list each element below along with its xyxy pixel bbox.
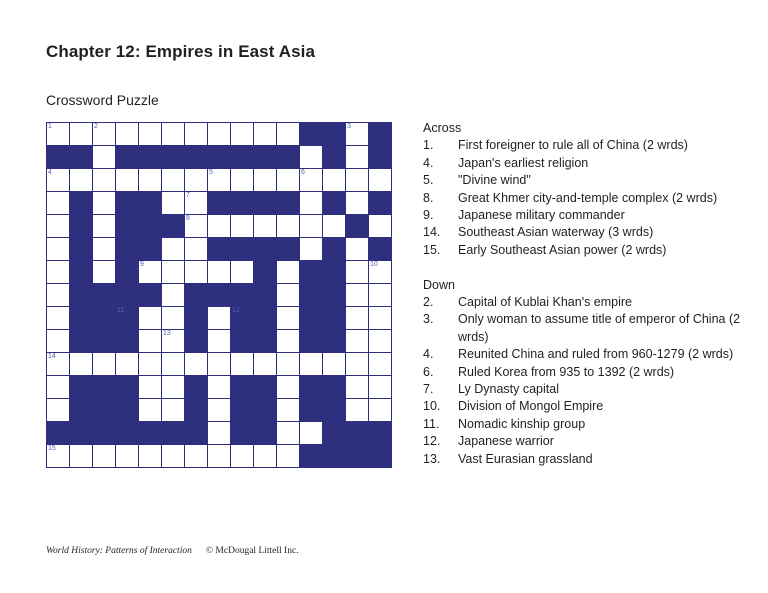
clue-number: 3 [347, 123, 351, 130]
grid-block-cell [254, 192, 277, 215]
grid-block-cell [47, 146, 70, 169]
grid-answer-cell[interactable] [346, 284, 369, 307]
clue-number: 1 [48, 123, 52, 130]
down-clue [423, 451, 753, 468]
clue-text: Capital of Kublai Khan's empire [458, 295, 633, 310]
grid-block-cell [116, 146, 139, 169]
grid-block-cell [231, 330, 254, 353]
across-heading: Across [423, 121, 462, 135]
grid-answer-cell[interactable] [277, 169, 300, 192]
grid-block-cell [231, 307, 254, 330]
grid-block-cell [231, 376, 254, 399]
grid-answer-cell[interactable] [231, 445, 254, 468]
grid-block-cell [116, 422, 139, 445]
down-clue-list [423, 294, 753, 468]
grid-answer-cell[interactable] [47, 376, 70, 399]
grid-block-cell [208, 238, 231, 261]
grid-block-cell [231, 399, 254, 422]
grid-answer-cell[interactable] [254, 353, 277, 376]
clue-number: 11 [117, 307, 125, 314]
grid-answer-cell[interactable] [208, 353, 231, 376]
grid-answer-cell[interactable] [277, 376, 300, 399]
grid-answer-cell[interactable] [277, 215, 300, 238]
grid-block-cell [93, 376, 116, 399]
grid-answer-cell[interactable] [346, 353, 369, 376]
grid-answer-cell[interactable] [277, 123, 300, 146]
grid-block-cell [70, 399, 93, 422]
grid-block-cell [139, 146, 162, 169]
grid-block-cell [162, 215, 185, 238]
grid-answer-cell[interactable] [47, 284, 70, 307]
grid-answer-cell[interactable] [185, 123, 208, 146]
grid-block-cell [208, 146, 231, 169]
grid-answer-cell[interactable] [116, 353, 139, 376]
grid-answer-cell[interactable] [346, 330, 369, 353]
grid-answer-cell[interactable] [139, 445, 162, 468]
clue-text: Ly Dynasty capital [458, 382, 559, 397]
grid-block-cell [369, 146, 392, 169]
clue-text: Ruled Korea from 935 to 1392 (2 wrds) [458, 364, 675, 379]
clue-number: 9 [140, 261, 144, 268]
grid-block-cell [70, 215, 93, 238]
grid-block-cell [93, 399, 116, 422]
grid-block-cell [139, 238, 162, 261]
grid-block-cell [254, 284, 277, 307]
grid-answer-cell[interactable] [116, 123, 139, 146]
grid-answer-cell[interactable] [93, 146, 116, 169]
grid-answer-cell[interactable] [93, 215, 116, 238]
grid-answer-cell[interactable] [254, 169, 277, 192]
grid-answer-cell[interactable] [116, 445, 139, 468]
clue-text: Southeast Asian waterway (3 wrds) [458, 225, 654, 240]
grid-answer-cell[interactable] [254, 215, 277, 238]
grid-answer-cell[interactable] [47, 445, 70, 468]
grid-answer-cell[interactable] [231, 123, 254, 146]
clue-number: 15 [48, 445, 56, 452]
grid-answer-cell[interactable] [346, 238, 369, 261]
grid-answer-cell[interactable] [208, 123, 231, 146]
grid-answer-cell[interactable] [323, 353, 346, 376]
grid-answer-cell[interactable] [162, 307, 185, 330]
grid-block-cell [277, 146, 300, 169]
clues-panel [423, 120, 753, 468]
grid-answer-cell[interactable] [208, 445, 231, 468]
grid-answer-cell[interactable] [208, 307, 231, 330]
grid-block-cell [208, 192, 231, 215]
clue-number-label: 1. [423, 138, 434, 153]
grid-block-cell [185, 376, 208, 399]
grid-answer-cell[interactable] [231, 353, 254, 376]
clue-number: 14 [48, 353, 56, 360]
grid-block-cell [323, 445, 346, 468]
grid-block-cell [47, 422, 70, 445]
grid-block-cell [93, 307, 116, 330]
crossword-grid [46, 122, 392, 468]
grid-block-cell [231, 146, 254, 169]
grid-answer-cell[interactable] [139, 353, 162, 376]
grid-answer-cell[interactable] [162, 169, 185, 192]
grid-block-cell [93, 330, 116, 353]
grid-answer-cell[interactable] [208, 422, 231, 445]
clue-number: 12 [232, 307, 240, 314]
grid-block-cell [70, 192, 93, 215]
grid-answer-cell[interactable] [231, 215, 254, 238]
footer-book-title: World History: Patterns of Interaction [46, 546, 192, 556]
across-clue [423, 137, 753, 154]
across-clue [423, 172, 753, 189]
grid-block-cell [300, 284, 323, 307]
grid-answer-cell[interactable] [346, 261, 369, 284]
grid-block-cell [70, 261, 93, 284]
grid-block-cell [93, 284, 116, 307]
grid-answer-cell[interactable] [47, 192, 70, 215]
down-clue [423, 294, 753, 311]
grid-answer-cell[interactable] [323, 169, 346, 192]
grid-block-cell [185, 330, 208, 353]
grid-block-cell [346, 422, 369, 445]
grid-block-cell [116, 238, 139, 261]
down-clue [423, 381, 753, 398]
grid-block-cell [185, 146, 208, 169]
clue-number-label: 15. [423, 242, 441, 257]
grid-answer-cell[interactable] [116, 169, 139, 192]
clue-number: 5 [209, 169, 213, 176]
grid-answer-cell[interactable] [139, 330, 162, 353]
clue-number-label: 11. [423, 416, 440, 431]
grid-answer-cell[interactable] [70, 353, 93, 376]
grid-answer-cell[interactable] [185, 353, 208, 376]
grid-answer-cell[interactable] [139, 399, 162, 422]
grid-block-cell [300, 376, 323, 399]
grid-block-cell [139, 284, 162, 307]
grid-block-cell [300, 330, 323, 353]
grid-answer-cell[interactable] [47, 261, 70, 284]
grid-answer-cell[interactable] [162, 192, 185, 215]
grid-answer-cell[interactable] [185, 192, 208, 215]
grid-block-cell [323, 192, 346, 215]
clue-number-label: 12. [423, 434, 441, 449]
clue-number: 4 [48, 169, 52, 176]
grid-block-cell [277, 238, 300, 261]
grid-answer-cell[interactable] [47, 353, 70, 376]
grid-block-cell [231, 238, 254, 261]
grid-block-cell [139, 422, 162, 445]
grid-block-cell [116, 307, 139, 330]
across-clue [423, 224, 753, 241]
grid-answer-cell[interactable] [70, 123, 93, 146]
puzzle-subtitle: Crossword Puzzle [46, 92, 159, 108]
grid-answer-cell[interactable] [300, 192, 323, 215]
grid-block-cell [185, 399, 208, 422]
across-clue [423, 242, 753, 259]
clue-text: First foreigner to rule all of China (2 wrds) [458, 138, 688, 153]
clue-number-label: 5. [423, 173, 434, 188]
grid-block-cell [116, 192, 139, 215]
grid-answer-cell[interactable] [254, 445, 277, 468]
down-clue [423, 311, 753, 346]
grid-answer-cell[interactable] [277, 353, 300, 376]
grid-answer-cell[interactable] [346, 376, 369, 399]
grid-answer-cell[interactable] [47, 399, 70, 422]
grid-answer-cell[interactable] [70, 445, 93, 468]
down-clue [423, 346, 753, 363]
grid-block-cell [116, 215, 139, 238]
clue-text: Vast Eurasian grassland [458, 451, 593, 466]
grid-answer-cell[interactable] [185, 215, 208, 238]
grid-block-cell [231, 422, 254, 445]
grid-answer-cell[interactable] [300, 422, 323, 445]
grid-answer-cell[interactable] [300, 215, 323, 238]
down-clue [423, 433, 753, 450]
grid-answer-cell[interactable] [369, 330, 392, 353]
grid-answer-cell[interactable] [185, 445, 208, 468]
down-clue [423, 364, 753, 381]
grid-answer-cell[interactable] [300, 146, 323, 169]
clue-number-label: 8. [423, 190, 434, 205]
grid-answer-cell[interactable] [346, 169, 369, 192]
grid-answer-cell[interactable] [93, 261, 116, 284]
grid-answer-cell[interactable] [70, 169, 93, 192]
grid-block-cell [300, 399, 323, 422]
across-clue-list [423, 137, 753, 259]
grid-block-cell [323, 123, 346, 146]
page-title: Chapter 12: Empires in East Asia [46, 42, 315, 61]
grid-block-cell [162, 422, 185, 445]
grid-answer-cell[interactable] [93, 445, 116, 468]
grid-block-cell [300, 307, 323, 330]
grid-answer-cell[interactable] [208, 399, 231, 422]
grid-answer-cell[interactable] [369, 261, 392, 284]
grid-answer-cell[interactable] [369, 307, 392, 330]
grid-answer-cell[interactable] [47, 123, 70, 146]
grid-block-cell [323, 399, 346, 422]
grid-block-cell [323, 376, 346, 399]
grid-block-cell [323, 238, 346, 261]
grid-block-cell [93, 422, 116, 445]
clue-number-label: 10. [423, 399, 441, 414]
grid-answer-cell[interactable] [369, 399, 392, 422]
grid-answer-cell[interactable] [93, 353, 116, 376]
across-clue [423, 190, 753, 207]
clue-text: "Divine wind" [458, 173, 531, 188]
grid-answer-cell[interactable] [162, 445, 185, 468]
clue-number: 2 [94, 123, 98, 130]
grid-block-cell [369, 422, 392, 445]
grid-answer-cell[interactable] [47, 169, 70, 192]
grid-block-cell [254, 307, 277, 330]
grid-answer-cell[interactable] [185, 238, 208, 261]
grid-answer-cell[interactable] [323, 215, 346, 238]
grid-answer-cell[interactable] [208, 376, 231, 399]
grid-block-cell [323, 146, 346, 169]
grid-block-cell [323, 330, 346, 353]
grid-block-cell [116, 261, 139, 284]
grid-answer-cell[interactable] [162, 238, 185, 261]
grid-block-cell [323, 284, 346, 307]
grid-answer-cell[interactable] [208, 169, 231, 192]
grid-answer-cell[interactable] [139, 169, 162, 192]
grid-block-cell [70, 238, 93, 261]
clue-number: 10 [370, 261, 378, 268]
grid-answer-cell[interactable] [277, 330, 300, 353]
across-clue [423, 207, 753, 224]
grid-answer-cell[interactable] [346, 307, 369, 330]
grid-block-cell [300, 261, 323, 284]
clue-number: 7 [186, 192, 190, 199]
grid-block-cell [369, 445, 392, 468]
down-clue [423, 398, 753, 415]
grid-answer-cell[interactable] [139, 376, 162, 399]
grid-block-cell [70, 284, 93, 307]
down-heading: Down [423, 277, 455, 292]
grid-answer-cell[interactable] [369, 353, 392, 376]
grid-answer-cell[interactable] [369, 284, 392, 307]
grid-block-cell [254, 330, 277, 353]
clue-text: Great Khmer city-and-temple complex (2 wrds) [458, 190, 718, 205]
clue-text: Early Southeast Asian power (2 wrds) [458, 242, 667, 257]
down-clue [423, 416, 753, 433]
grid-answer-cell[interactable] [208, 215, 231, 238]
grid-answer-cell[interactable] [139, 123, 162, 146]
grid-block-cell [231, 284, 254, 307]
clue-text: Japanese warrior [458, 434, 554, 449]
clue-number: 13 [163, 330, 171, 337]
grid-answer-cell[interactable] [185, 261, 208, 284]
grid-block-cell [185, 307, 208, 330]
grid-answer-cell[interactable] [369, 215, 392, 238]
grid-answer-cell[interactable] [254, 123, 277, 146]
clue-number: 6 [301, 169, 305, 176]
clue-text: Division of Mongol Empire [458, 399, 604, 414]
grid-answer-cell[interactable] [185, 169, 208, 192]
across-clue [423, 155, 753, 172]
grid-block-cell [70, 330, 93, 353]
grid-answer-cell[interactable] [208, 330, 231, 353]
grid-block-cell [231, 192, 254, 215]
grid-answer-cell[interactable] [277, 422, 300, 445]
grid-answer-cell[interactable] [162, 330, 185, 353]
grid-block-cell [369, 238, 392, 261]
grid-answer-cell[interactable] [162, 376, 185, 399]
clue-number-label: 2. [423, 295, 434, 310]
footer [46, 546, 299, 556]
grid-answer-cell[interactable] [139, 307, 162, 330]
grid-block-cell [139, 192, 162, 215]
grid-answer-cell[interactable] [346, 399, 369, 422]
grid-answer-cell[interactable] [300, 238, 323, 261]
clue-number-label: 9. [423, 208, 434, 223]
clue-text: Japanese military commander [458, 208, 625, 223]
grid-answer-cell[interactable] [162, 399, 185, 422]
grid-block-cell [116, 284, 139, 307]
clue-number-label: 4. [423, 155, 434, 170]
grid-block-cell [185, 284, 208, 307]
grid-answer-cell[interactable] [231, 169, 254, 192]
grid-block-cell [254, 261, 277, 284]
grid-block-cell [369, 192, 392, 215]
grid-answer-cell[interactable] [162, 261, 185, 284]
clue-number-label: 3. [423, 312, 434, 327]
clue-number: 8 [186, 215, 190, 222]
grid-block-cell [254, 422, 277, 445]
grid-answer-cell[interactable] [139, 261, 162, 284]
grid-block-cell [369, 123, 392, 146]
clue-text: Nomadic kinship group [458, 416, 586, 431]
clue-number-label: 14. [423, 225, 441, 240]
grid-block-cell [254, 238, 277, 261]
grid-answer-cell[interactable] [277, 445, 300, 468]
grid-block-cell [70, 146, 93, 169]
grid-block-cell [254, 376, 277, 399]
grid-block-cell [300, 445, 323, 468]
grid-block-cell [323, 307, 346, 330]
grid-block-cell [323, 422, 346, 445]
grid-block-cell [346, 215, 369, 238]
grid-answer-cell[interactable] [231, 261, 254, 284]
clue-number-label: 4. [423, 347, 434, 362]
grid-answer-cell[interactable] [277, 399, 300, 422]
clue-text: Reunited China and ruled from 960-1279 (2 wrds) [458, 347, 734, 362]
grid-answer-cell[interactable] [208, 261, 231, 284]
grid-block-cell [208, 284, 231, 307]
clue-number-label: 13. [423, 451, 441, 466]
grid-block-cell [277, 192, 300, 215]
clue-text: Japan's earliest religion [458, 155, 589, 170]
grid-answer-cell[interactable] [346, 146, 369, 169]
grid-block-cell [254, 146, 277, 169]
grid-block-cell [162, 146, 185, 169]
grid-answer-cell[interactable] [47, 238, 70, 261]
grid-answer-cell[interactable] [300, 169, 323, 192]
grid-block-cell [116, 330, 139, 353]
grid-answer-cell[interactable] [369, 376, 392, 399]
grid-answer-cell[interactable] [300, 353, 323, 376]
grid-answer-cell[interactable] [277, 307, 300, 330]
grid-block-cell [185, 422, 208, 445]
grid-answer-cell[interactable] [93, 238, 116, 261]
grid-answer-cell[interactable] [277, 284, 300, 307]
footer-copyright: © McDougal Littell Inc. [205, 546, 299, 556]
grid-answer-cell[interactable] [47, 215, 70, 238]
grid-answer-cell[interactable] [93, 192, 116, 215]
grid-answer-cell[interactable] [162, 284, 185, 307]
grid-block-cell [254, 399, 277, 422]
grid-answer-cell[interactable] [47, 330, 70, 353]
clue-number-label: 6. [423, 364, 434, 379]
grid-answer-cell[interactable] [346, 123, 369, 146]
grid-block-cell [70, 422, 93, 445]
grid-answer-cell[interactable] [369, 169, 392, 192]
grid-block-cell [139, 215, 162, 238]
grid-answer-cell[interactable] [93, 169, 116, 192]
grid-answer-cell[interactable] [93, 123, 116, 146]
grid-block-cell [70, 376, 93, 399]
grid-block-cell [70, 307, 93, 330]
grid-block-cell [116, 376, 139, 399]
grid-block-cell [116, 399, 139, 422]
grid-block-cell [300, 123, 323, 146]
grid-answer-cell[interactable] [346, 192, 369, 215]
clue-number-label: 7. [423, 382, 434, 397]
grid-answer-cell[interactable] [47, 307, 70, 330]
grid-block-cell [346, 445, 369, 468]
clue-text: Only woman to assume title of emperor of China (2 wrds) [458, 312, 741, 344]
grid-answer-cell[interactable] [162, 123, 185, 146]
grid-block-cell [323, 261, 346, 284]
grid-answer-cell[interactable] [277, 261, 300, 284]
grid-answer-cell[interactable] [162, 353, 185, 376]
